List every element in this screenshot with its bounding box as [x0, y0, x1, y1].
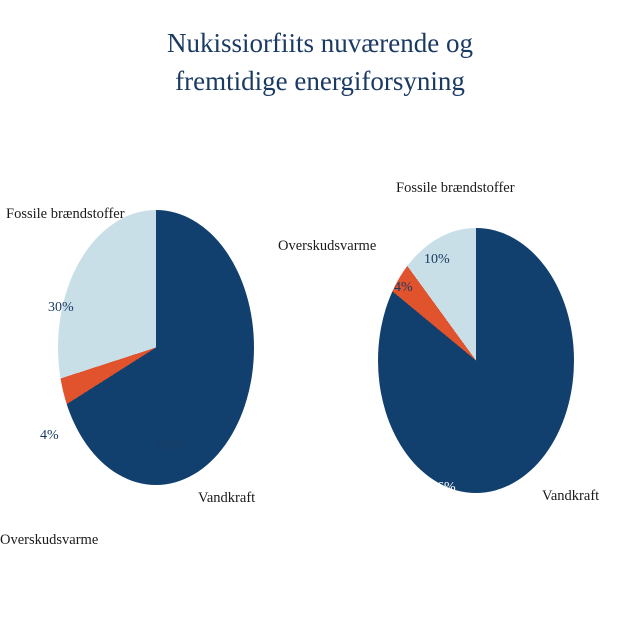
pie-current-graphic	[58, 210, 254, 485]
value-overskudsvarme-future: 4%	[394, 280, 413, 295]
value-vandkraft-future: 86%	[430, 480, 456, 495]
value-overskudsvarme-current: 4%	[40, 428, 59, 443]
label-vandkraft-future: Vandkraft	[542, 488, 600, 504]
label-vandkraft-current: Vandkraft	[198, 490, 256, 506]
page-title-line-1: Nukissiorfiits nuværende og	[167, 28, 473, 58]
label-fossile-current: Fossile brændstoffer	[6, 206, 125, 222]
page-title	[0, 24, 640, 100]
label-fossile-future: Fossile brændstoffer	[396, 180, 515, 196]
charts-container	[0, 170, 640, 590]
pie-future-graphic	[378, 228, 574, 493]
label-overskudsvarme-future: Overskudsvarme	[278, 238, 377, 254]
pie-chart-current	[0, 170, 320, 590]
value-fossile-current: 30%	[48, 300, 74, 315]
value-vandkraft-current: 66%	[158, 438, 184, 453]
value-fossile-future: 10%	[424, 252, 450, 267]
label-overskudsvarme-current: Overskudsvarme	[0, 532, 99, 548]
pie-chart-future	[278, 170, 640, 590]
page-title-line-2: fremtidige energiforsyning	[175, 66, 465, 96]
